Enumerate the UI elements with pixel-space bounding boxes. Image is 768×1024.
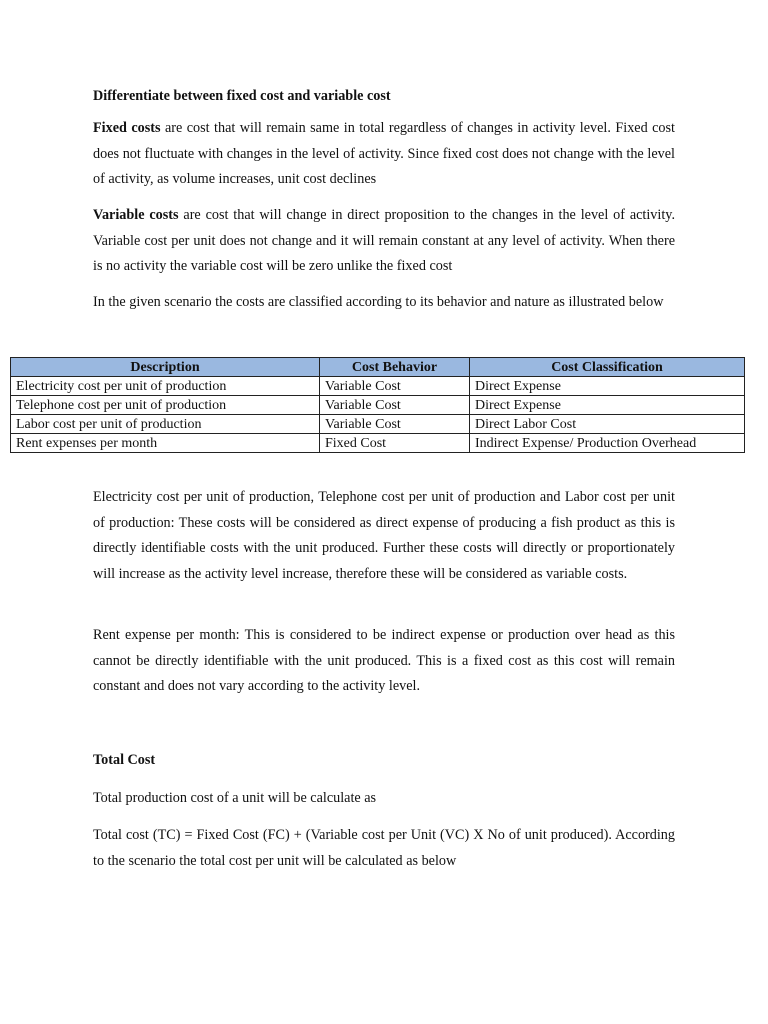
table-row [11,396,745,415]
table-row [11,434,745,453]
variable-costs-text: are cost that will change in direct proposition to the changes in the level of activity. Variable cost per unit does not change and it will remain constant at any level of activity. When there is no activity the variable cost will be zero unlike the fixed cost [93,207,676,274]
total-cost-intro: Total production cost of a unit will be calculate as [93,790,377,806]
header-description: Description [11,358,320,377]
cell-description: Telephone cost per unit of production [11,396,320,415]
rent-expense-paragraph: Rent expense per month: This is considered to be indirect expense or production over head as this cannot be directly identifiable with the unit produced. This is a fixed cost as this cost will remain constant and does not vary according to the activity level. [93,627,675,694]
cell-description: Labor cost per unit of production [11,415,320,434]
total-cost-heading: Total Cost [93,752,156,768]
fixed-costs-text: are cost that will remain same in total regardless of changes in activity level. Fixed cost does not fluctuate with changes in the level of activity. Since fixed cost does not change with the level of activity, as volume increases, unit cost declines [93,120,675,187]
variable-costs-term: Variable costs [93,207,179,223]
table-row [11,415,745,434]
total-cost-formula: Total cost (TC) = Fixed Cost (FC) + (Variable cost per Unit (VC) X No of unit produced). According to the scenario the total cost per unit will be calculated as below [93,827,675,869]
header-cost-behavior: Cost Behavior [320,358,470,377]
variable-costs-paragraph [93,203,675,280]
section-heading-fixed-vs-variable: Differentiate between fixed cost and variable cost [93,88,391,104]
cell-cost-behavior: Variable Cost [320,396,470,415]
cell-cost-classification: Direct Expense [470,396,745,415]
fixed-costs-paragraph [93,116,675,193]
cell-cost-behavior: Variable Cost [320,377,470,396]
cell-cost-behavior: Variable Cost [320,415,470,434]
fixed-costs-term: Fixed costs [93,120,161,136]
cost-classification-table [10,357,745,453]
header-cost-classification: Cost Classification [470,358,745,377]
cell-cost-behavior: Fixed Cost [320,434,470,453]
cell-cost-classification: Indirect Expense/ Production Overhead [470,434,745,453]
table-header-row [11,358,745,377]
scenario-paragraph: In the given scenario the costs are classified according to its behavior and nature as illustrated below [93,294,664,310]
cell-description: Electricity cost per unit of production [11,377,320,396]
cell-cost-classification: Direct Expense [470,377,745,396]
table-row [11,377,745,396]
direct-costs-paragraph: Electricity cost per unit of production, Telephone cost per unit of production and Labor cost per unit of production: These costs will be considered as direct expense of producing a fish product as this is directly identifiable costs with the unit produced. Further these costs will directly or proportionately will increase as the activity level increase, therefore these will be considered as variable costs. [93,489,675,582]
cell-cost-classification: Direct Labor Cost [470,415,745,434]
cell-description: Rent expenses per month [11,434,320,453]
